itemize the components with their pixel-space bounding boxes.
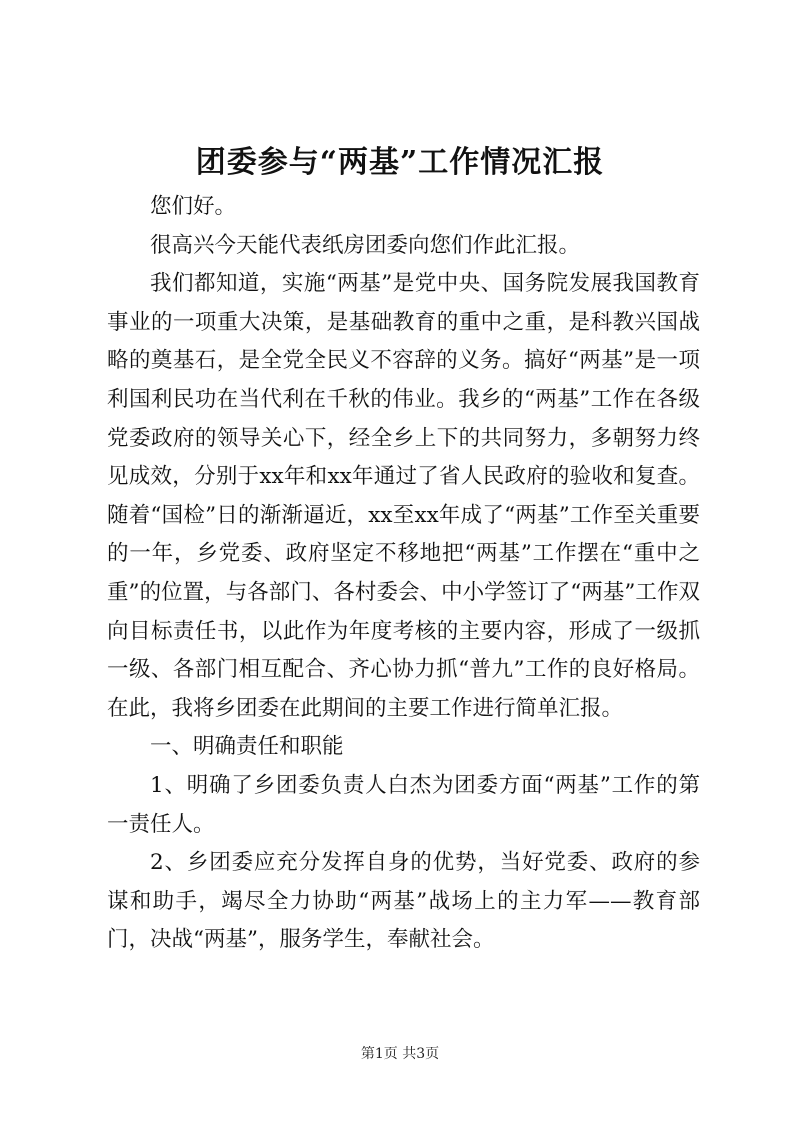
paragraph-intro: 很高兴今天能代表纸房团委向您们作此汇报。: [150, 232, 581, 258]
paragraph-item-2: 2、乡团委应充分发挥自身的优势，当好党委、政府的参谋和助手，竭尽全力协助“两基”战场上的主力军——教育部门，决战“两基”，服务学生，奉献社会。: [107, 850, 700, 953]
paragraph-background: 我们都知道，实施“两基”是党中央、国务院发展我国教育事业的一项重大决策，是基础教育的重中之重，是科教兴国战略的奠基石，是全党全民义不容辞的义务。搞好“两基”是一项利国利民功在当代利在千秋的伟业。我乡的“两基”工作在各级党委政府的领导关心下，经全乡上下的共同努力，多朝努力终见成效，分别于xx年和xx年通过了省人民政府的验收和复查。随着“国检”日的渐渐逼近，xx至xx年成了“两基”工作至关重要的一年，乡党委、政府坚定不移地把“两基”工作摆在“重中之重”的位置，与各部门、各村委会、中小学签订了“两基”工作双向目标责任书，以此作为年度考核的主要内容，形成了一级抓一级、各部门相互配合、齐心协力抓“普九”工作的良好格局。在此，我将乡团委在此期间的主要工作进行简单汇报。: [107, 271, 700, 721]
paragraph-greeting: 您们好。: [150, 194, 237, 219]
paragraph-item-1: 1、明确了乡团委负责人白杰为团委方面“两基”工作的第一责任人。: [107, 772, 700, 837]
document-title: 团委参与“两基”工作情况汇报: [195, 145, 605, 180]
page-number-footer: 第1页 共3页: [360, 1046, 440, 1062]
section-heading-responsibility: 一、明确责任和职能: [150, 734, 344, 760]
document-body: [107, 188, 700, 960]
